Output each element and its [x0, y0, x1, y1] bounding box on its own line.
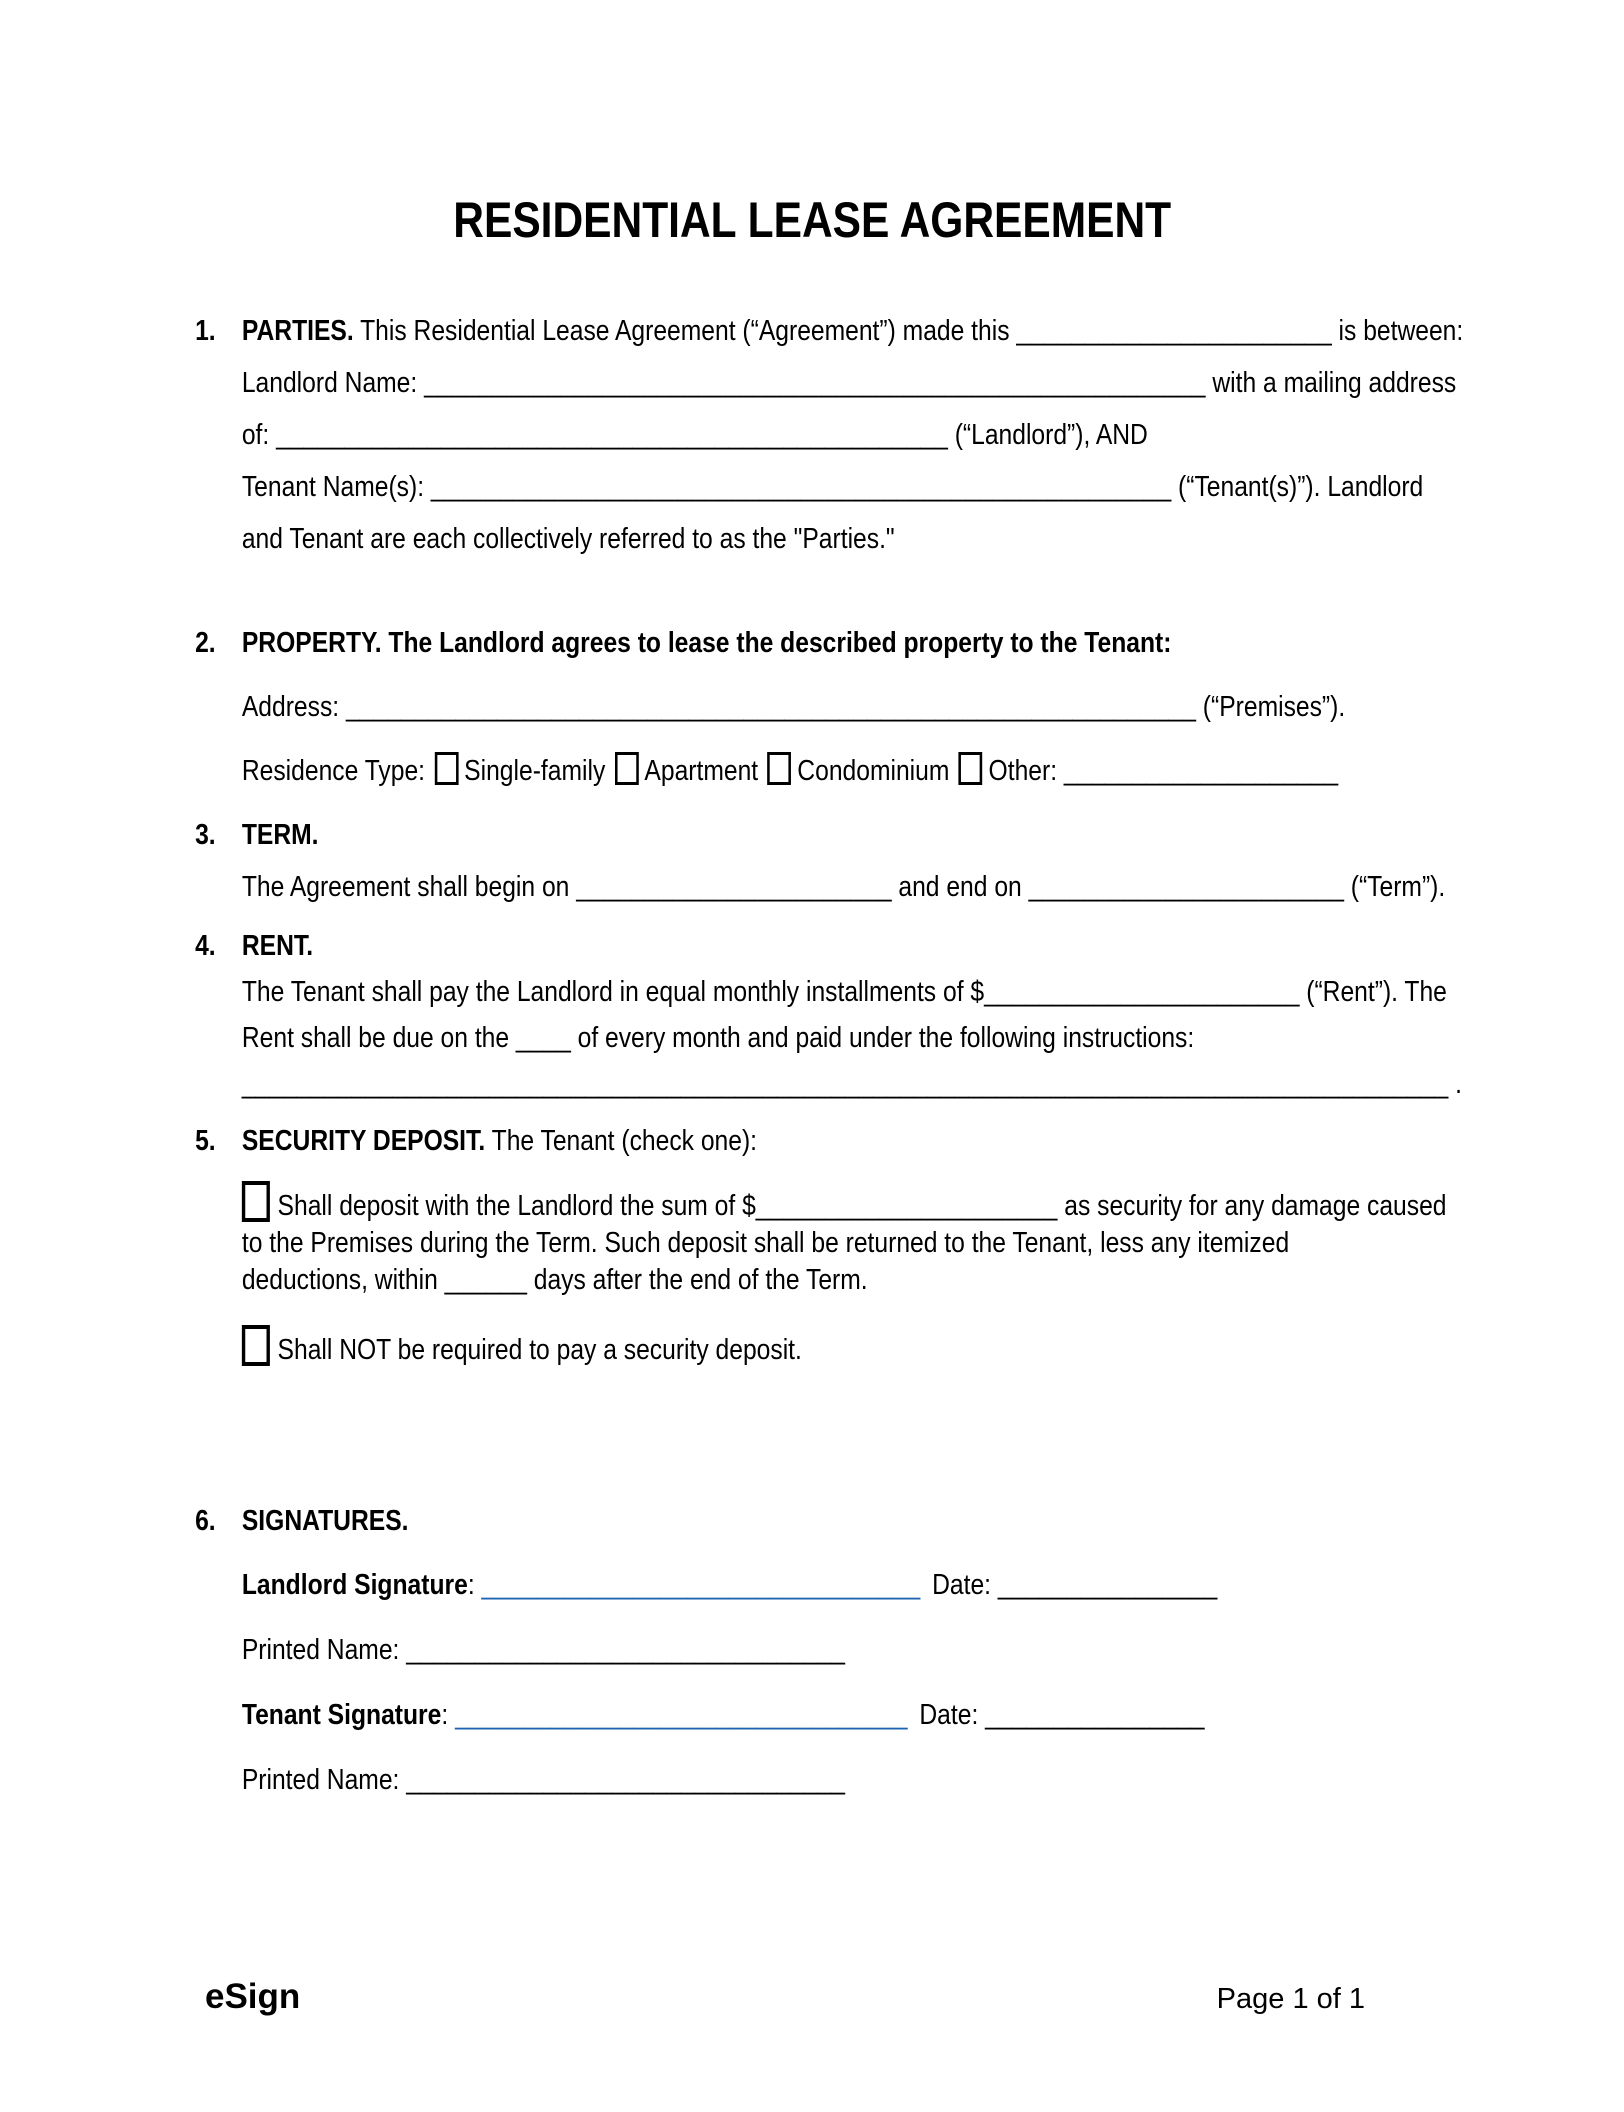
term-dates-line[interactable]: The Agreement shall begin on _______________________ and end on _______________________ (“Term”). — [241, 871, 1446, 903]
deposit-option-2 — [242, 1325, 1435, 1369]
landlord-signature-date-field[interactable]: ________________ — [997, 1569, 1218, 1601]
printed-name-label: Printed Name: — [241, 1634, 400, 1666]
landlord-signature-field[interactable]: ________________________________ — [481, 1569, 921, 1601]
deposit-option-1-line-1[interactable]: Shall deposit with the Landlord the sum of $______________________ as security for any damage caused — [277, 1190, 1447, 1222]
landlord-printed-name-field[interactable]: ________________________________ — [406, 1634, 845, 1666]
deposit-option-2-text: Shall NOT be required to pay a security deposit. — [277, 1334, 802, 1366]
security-deposit-heading-rest: The Tenant (check one): — [491, 1125, 758, 1157]
security-deposit-heading: SECURITY DEPOSIT. — [241, 1125, 486, 1157]
section-number: 5. — [195, 1125, 216, 1157]
checkbox-apartment[interactable] — [615, 752, 639, 785]
section-signatures — [190, 1495, 1434, 1806]
landlord-address-line[interactable]: of: _________________________________________________ (“Landlord”), AND — [241, 419, 1148, 451]
printed-name-label: Printed Name: — [241, 1764, 400, 1796]
option-other-label: Other: — [988, 755, 1058, 787]
property-heading-line — [242, 611, 1345, 675]
security-deposit-heading-line — [242, 1115, 1435, 1167]
label-colon: : — [467, 1569, 475, 1601]
parties-heading-line — [241, 305, 1464, 357]
property-heading-rest: The Landlord agrees to lease the described property to the Tenant: — [388, 627, 1172, 659]
section-parties — [190, 305, 1464, 565]
rent-instructions-blank-line[interactable]: ________________________________________________________________________________________ . — [241, 1068, 1462, 1100]
checkbox-no-deposit[interactable] — [242, 1325, 270, 1366]
section-rent — [190, 923, 1462, 1107]
rent-heading: RENT. — [241, 930, 314, 962]
section-property — [190, 611, 1434, 803]
checkbox-other[interactable] — [959, 752, 983, 785]
tenant-printed-name-field[interactable]: ________________________________ — [406, 1764, 845, 1796]
document-content — [190, 192, 1464, 1806]
date-label: Date: — [919, 1699, 979, 1731]
rent-due-line[interactable]: Rent shall be due on the ____ of every month and paid under the following instructions: — [241, 1022, 1195, 1054]
residence-type-label: Residence Type: — [241, 755, 426, 787]
deposit-option-1-line-3[interactable]: deductions, within ______ days after the end of the Term. — [241, 1264, 868, 1296]
section-number: 3. — [195, 819, 216, 851]
checkbox-single-family[interactable] — [434, 752, 458, 785]
document-title: RESIDENTIAL LEASE AGREEMENT — [453, 192, 1172, 248]
parties-heading: PARTIES. — [241, 315, 354, 347]
option-single-family-label: Single-family — [464, 755, 606, 787]
signatures-heading: SIGNATURES. — [241, 1505, 409, 1537]
landlord-name-line[interactable]: Landlord Name: _________________________________________________________ with a mailing address — [241, 367, 1457, 399]
tenant-signature-date-field[interactable]: ________________ — [985, 1699, 1205, 1731]
rent-amount-line[interactable]: The Tenant shall pay the Landlord in equal monthly installments of $_______________________ (“Rent”). The — [241, 976, 1447, 1008]
section-security-deposit — [190, 1115, 1447, 1369]
landlord-signature-row — [242, 1559, 1217, 1611]
deposit-option-1-line-2: to the Premises during the Term. Such deposit shall be returned to the Tenant, less any itemized — [241, 1227, 1290, 1259]
tenant-printed-name-row — [242, 1754, 1217, 1806]
option-condominium-label: Condominium — [797, 755, 950, 787]
other-blank-field[interactable]: ____________________ — [1063, 755, 1339, 787]
tenant-name-line[interactable]: Tenant Name(s): ______________________________________________________ (“Tenant(s)”). Landlord — [241, 471, 1424, 503]
landlord-printed-name-row — [242, 1624, 1217, 1676]
property-address-line[interactable]: Address: ______________________________________________________________ (“Premises”). — [241, 691, 1346, 723]
section-number: 6. — [195, 1505, 216, 1537]
residence-type-line — [242, 739, 1345, 803]
checkbox-condominium[interactable] — [768, 752, 792, 785]
esign-logo: eSign — [205, 1977, 301, 2016]
page-number: Page 1 of 1 — [1216, 1983, 1365, 2015]
date-label: Date: — [932, 1569, 992, 1601]
parties-closing-line: and Tenant are each collectively referred to as the "Parties." — [241, 523, 895, 555]
term-heading: TERM. — [241, 819, 319, 851]
label-colon: : — [441, 1699, 449, 1731]
property-heading: PROPERTY. — [241, 627, 382, 659]
section-number: 2. — [195, 627, 216, 659]
deposit-option-1 — [241, 1181, 1447, 1299]
page-footer — [205, 1977, 1365, 2017]
tenant-signature-field[interactable]: _________________________________ — [455, 1699, 908, 1731]
tenant-signature-row — [242, 1689, 1217, 1741]
landlord-signature-label: Landlord Signature — [241, 1569, 468, 1601]
section-term — [190, 809, 1446, 913]
tenant-signature-label: Tenant Signature — [241, 1699, 442, 1731]
option-apartment-label: Apartment — [644, 755, 759, 787]
checkbox-shall-deposit[interactable] — [242, 1181, 270, 1222]
section-number: 4. — [195, 930, 216, 962]
section-number: 1. — [195, 315, 216, 347]
parties-heading-rest: This Residential Lease Agreement (“Agreement”) made this _______________________ is between: — [360, 315, 1464, 347]
